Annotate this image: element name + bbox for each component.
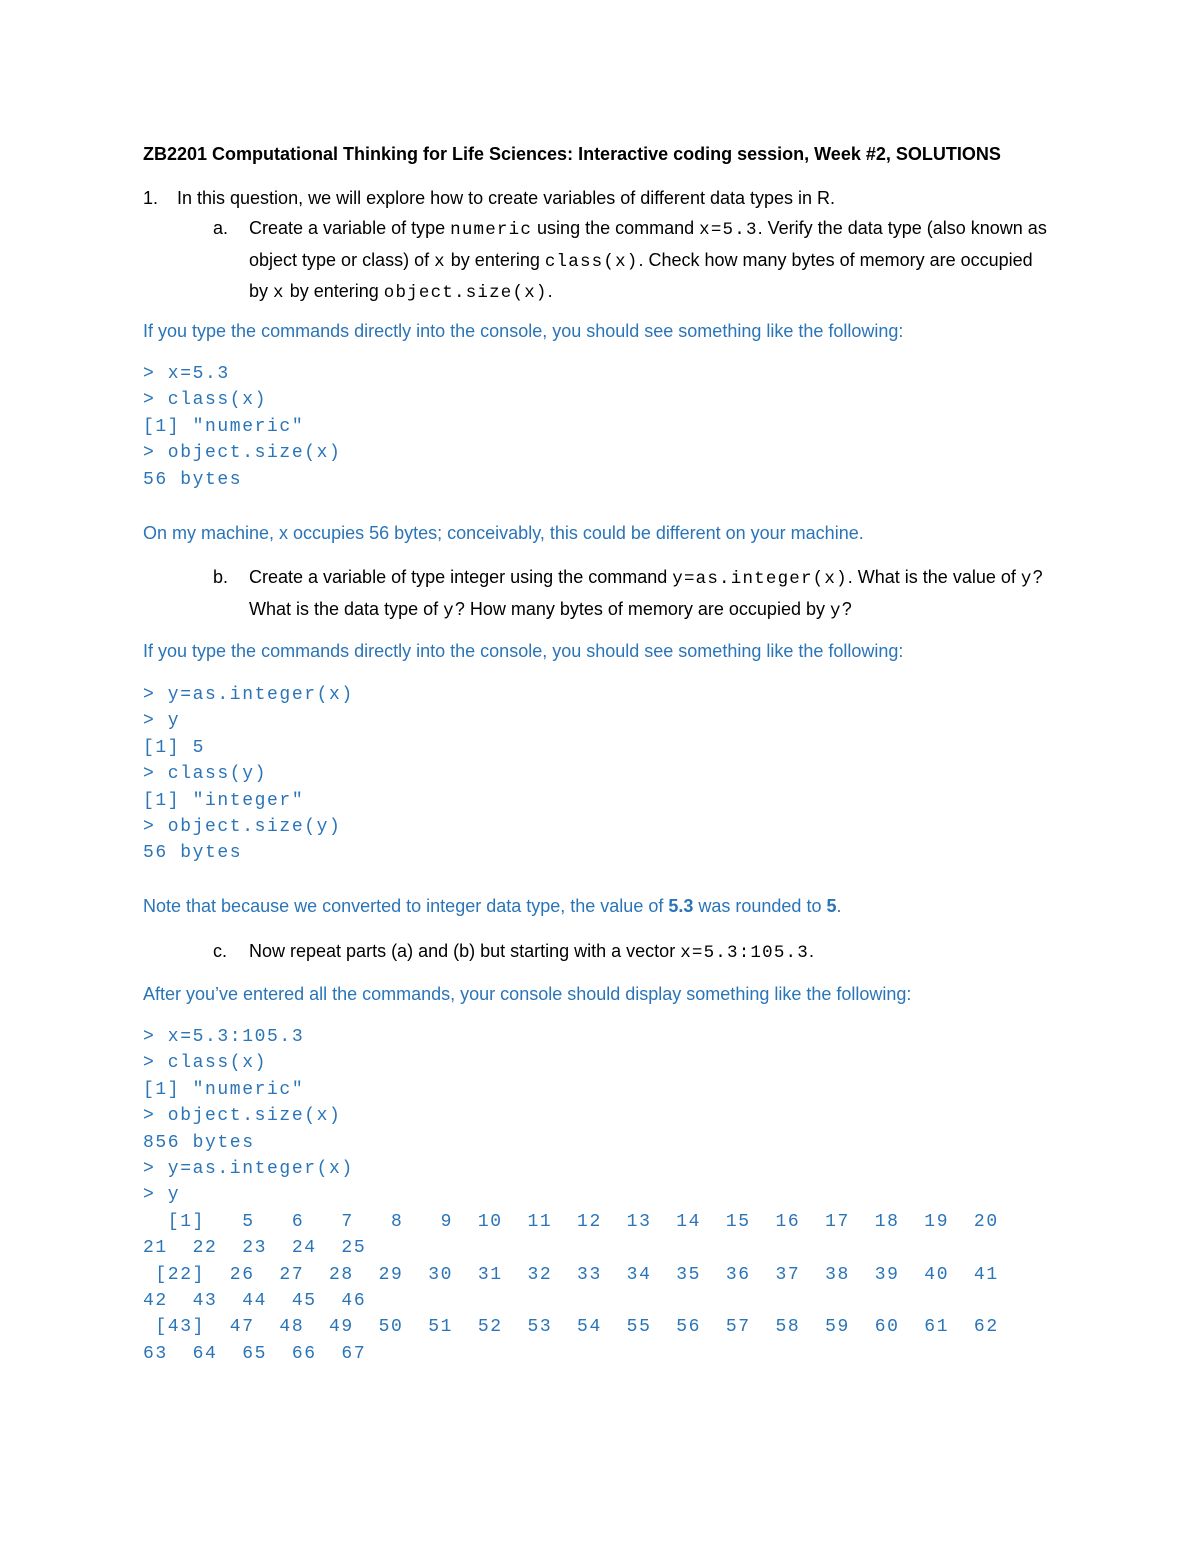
- question-number: 1.: [143, 188, 159, 208]
- part-a-letter: a.: [213, 218, 229, 238]
- answer-a-note: On my machine, x occupies 56 bytes; conceivably, this could be different on your machine.: [143, 523, 864, 543]
- part-b-text: Create a variable of type integer using the command y=as.integer(x). What is the value of y? What is the data type of y? How many bytes of memory are occupied by y?: [249, 567, 1043, 621]
- question-1: [143, 188, 835, 209]
- answer-c-intro: After you’ve entered all the commands, your console should display something like the following:: [143, 984, 912, 1004]
- question-text: In this question, we will explore how to create variables of different data types in R.: [177, 188, 836, 208]
- console-output-b: > y=as.integer(x) > y [1] 5 > class(y) [1] "integer" > object.size(y) 56 bytes: [143, 685, 354, 864]
- part-c-letter: c.: [213, 941, 228, 961]
- part-b-letter: b.: [213, 567, 229, 587]
- console-output-c: > x=5.3:105.3 > class(x) [1] "numeric" > object.size(x) 856 bytes > y=as.integer(x) > y [1] 5 6 7 8 9 10 11 12 13 14 15 16 17 18 19 20 21 22 23 24 25 [22] 26 27 28 29 30 31 32 33 34 35 36 37 38 39 40 41 42 43 44 45 46 [43] 47 48 49 50 51 52 53 54 55 56 57 58 59 60 61 62 63 64 65 66 67: [143, 1027, 999, 1364]
- part-c-text: Now repeat parts (a) and (b) but starting with a vector x=5.3:105.3.: [249, 941, 814, 963]
- part-a-text: Create a variable of type numeric using the command x=5.3. Verify the data type (also known as object type or class) of x by entering class(x). Check how many bytes of memory are occupied by x by entering object.size(x).: [249, 218, 1047, 303]
- console-output-a: > x=5.3 > class(x) [1] "numeric" > object.size(x) 56 bytes: [143, 364, 342, 490]
- answer-b-note: Note that because we converted to integer data type, the value of 5.3 was rounded to 5.: [143, 896, 842, 916]
- document-title: ZB2201 Computational Thinking for Life Sciences: Interactive coding session, Week #2, SOLUTIONS: [143, 144, 1001, 164]
- answer-a-intro: If you type the commands directly into the console, you should see something like the following:: [143, 321, 904, 341]
- answer-b-intro: If you type the commands directly into the console, you should see something like the following:: [143, 641, 904, 661]
